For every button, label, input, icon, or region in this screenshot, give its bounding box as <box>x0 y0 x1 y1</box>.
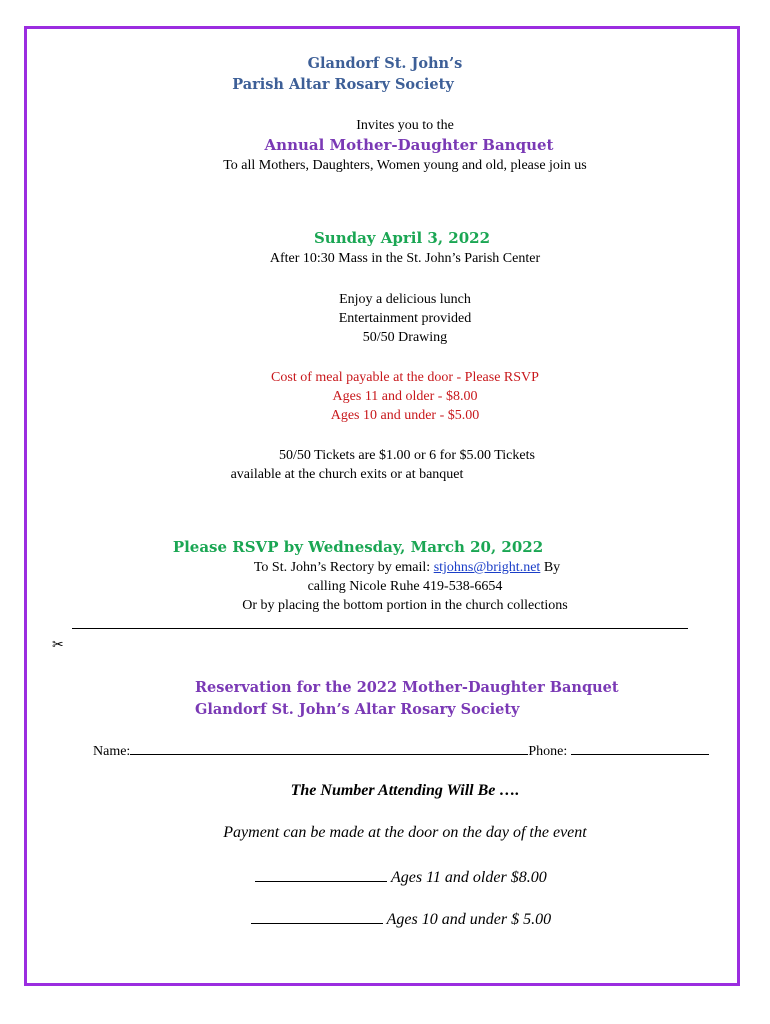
phone-field[interactable] <box>571 740 709 755</box>
event-date: Sunday April 3, 2022 <box>313 229 491 247</box>
rsvp-heading: Please RSVP by Wednesday, March 20, 2022 <box>172 538 544 556</box>
event-title: Annual Mother-Daughter Banquet <box>264 136 554 154</box>
younger-count-field[interactable] <box>251 909 383 924</box>
cost-line-2: Ages 11 and older - $8.00 <box>332 389 478 404</box>
event-location: After 10:30 Mass in the St. John’s Parish Center <box>269 251 541 266</box>
reservation-society: Glandorf St. John’s Altar Rosary Society <box>195 701 520 718</box>
name-field[interactable] <box>130 740 528 755</box>
rsvp-line-3: Or by placing the bottom portion in the church collections <box>242 598 568 613</box>
invite-intro: Invites you to the <box>356 118 454 133</box>
older-count-field[interactable] <box>255 867 387 882</box>
rsvp-line-2: calling Nicole Ruhe 419-538-6654 <box>307 579 503 594</box>
cut-line <box>72 628 688 629</box>
name-phone-row <box>93 740 709 761</box>
phone-label: Phone: <box>528 744 568 759</box>
younger-count-row <box>16 909 770 929</box>
feature-drawing: 50/50 Drawing <box>362 330 448 345</box>
rsvp-email-prefix: To St. John’s Rectory by email: <box>253 560 434 575</box>
email-link[interactable]: stjohns@bright.net <box>433 560 541 575</box>
rsvp-email-suffix: By <box>540 560 561 575</box>
tickets-line-1: 50/50 Tickets are $1.00 or 6 for $5.00 Tickets <box>279 448 535 463</box>
attending-heading: The Number Attending Will Be …. <box>290 782 520 799</box>
header-line-2: Parish Altar Rosary Society <box>232 76 454 93</box>
cost-line-1: Cost of meal payable at the door - Please RSVP <box>271 370 539 385</box>
header-line-1: Glandorf St. John’s <box>307 55 463 72</box>
reservation-title: Reservation for the 2022 Mother-Daughter Banquet <box>195 679 619 696</box>
scissors-icon: ✂ <box>52 637 64 653</box>
audience-text: To all Mothers, Daughters, Women young and old, please join us <box>223 158 587 173</box>
older-count-row <box>16 867 770 887</box>
feature-lunch: Enjoy a delicious lunch <box>339 292 471 307</box>
tickets-line-2: available at the church exits or at banquet <box>230 467 464 482</box>
rsvp-line-1 <box>22 559 770 577</box>
cost-line-3: Ages 10 and under - $5.00 <box>330 408 480 423</box>
older-price-label: Ages 11 and older $8.00 <box>391 869 547 886</box>
younger-price-label: Ages 10 and under $ 5.00 <box>386 911 552 928</box>
feature-entertainment: Entertainment provided <box>338 311 472 326</box>
payment-note: Payment can be made at the door on the day of the event <box>223 824 587 841</box>
name-label: Name: <box>93 744 131 759</box>
